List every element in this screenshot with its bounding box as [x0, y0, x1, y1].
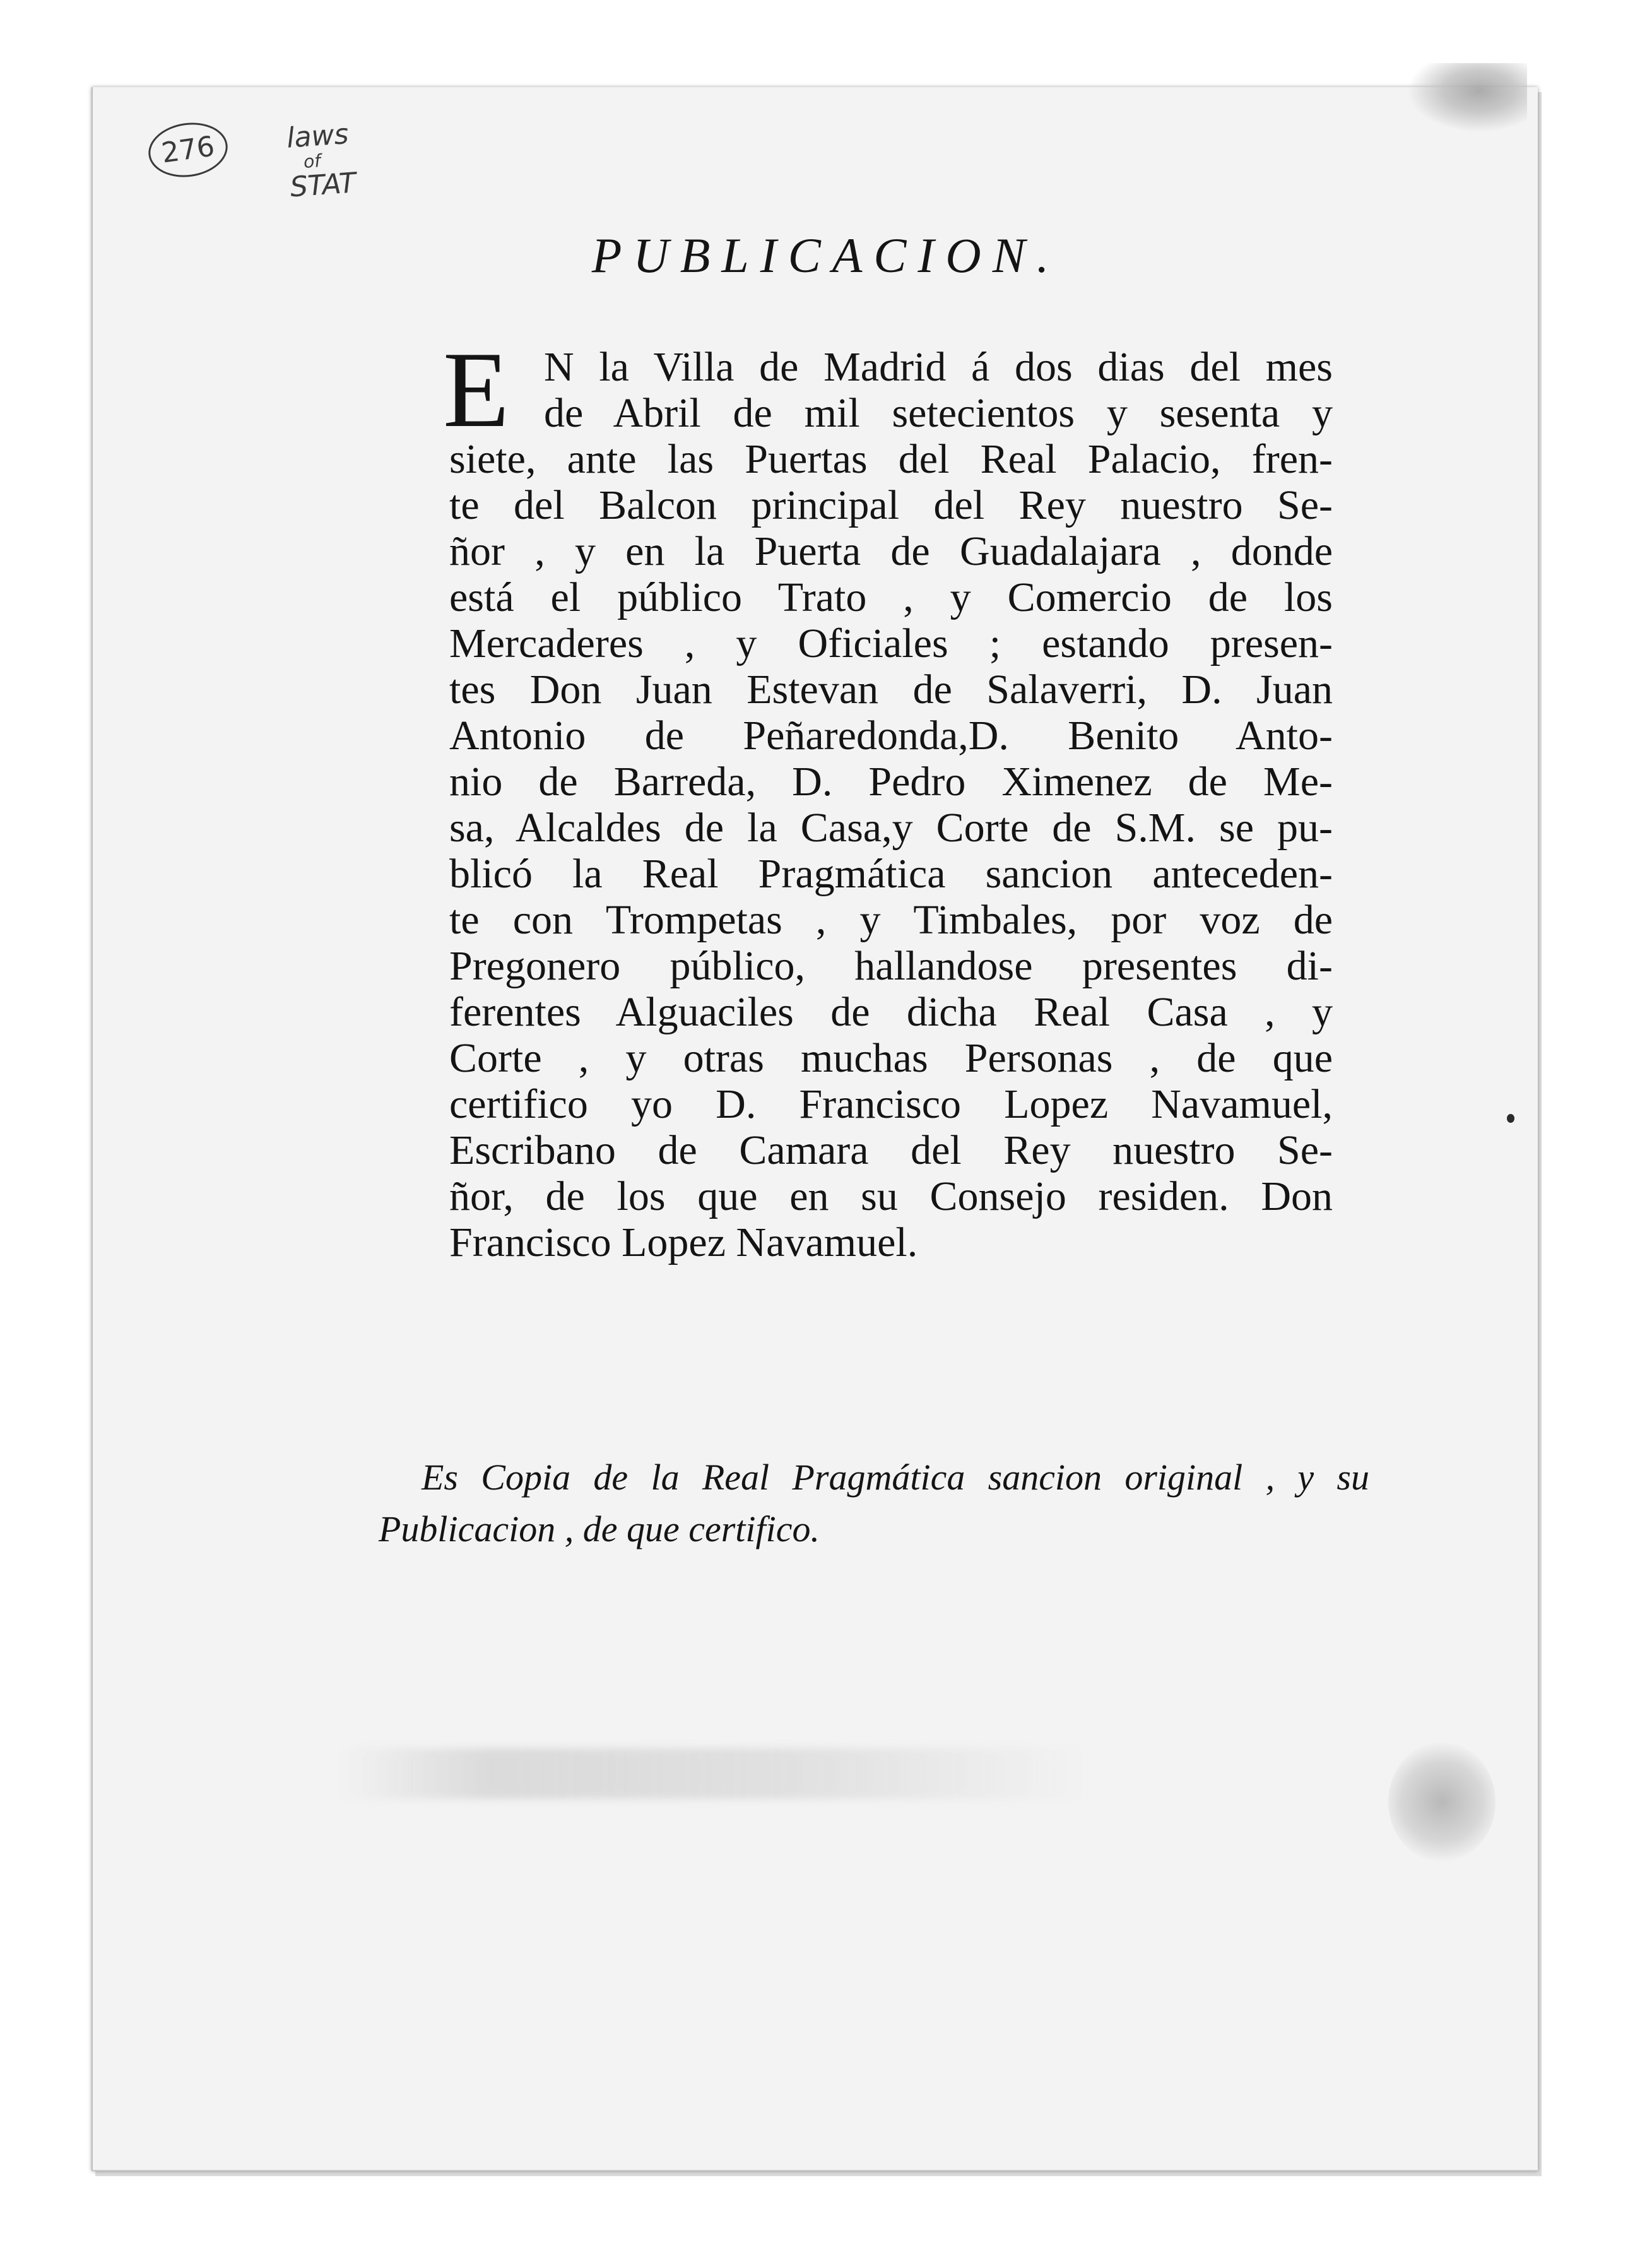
- certification-line: Publicacion , de que certifico.: [379, 1508, 820, 1549]
- ink-speck: [1507, 1114, 1514, 1123]
- text-line: te con Trompetas , y Timbales, por voz de: [449, 897, 1333, 943]
- note-line: of: [302, 150, 322, 172]
- certification-line: Es Copia de la Real Pragmática sancion original , y su: [422, 1457, 1369, 1498]
- text-line: nio de Barreda, D. Pedro Ximenez de Me-: [449, 759, 1333, 805]
- body-text: [443, 330, 1333, 1265]
- text-line: tes Don Juan Estevan de Salaverri, D. Juan: [449, 666, 1333, 713]
- text-line: blicó la Real Pragmática sancion anteceden-: [449, 851, 1333, 897]
- circled-page-number: 276: [145, 118, 232, 182]
- text-line: N la Villa de Madrid á dos dias del mes: [544, 344, 1333, 390]
- text-line: ferentes Alguaciles de dicha Real Casa , y: [449, 989, 1333, 1035]
- text-line: certifico yo D. Francisco Lopez Navamuel,: [449, 1081, 1333, 1127]
- show-through-text: [341, 1748, 1085, 1799]
- text-line: te del Balcon principal del Rey nuestro Se-: [449, 482, 1333, 528]
- page-title: PUBLICACION.: [591, 228, 1061, 283]
- text-line: ñor , y en la Puerta de Guadalajara , donde: [449, 528, 1333, 574]
- handwritten-annotation: [148, 117, 357, 204]
- text-line: está el público Trato , y Comercio de los: [449, 574, 1333, 620]
- text-line: Corte , y otras muchas Personas , de que: [449, 1035, 1333, 1081]
- text-line: Pregonero público, hallandose presentes di-: [449, 943, 1333, 989]
- text-line: Francisco Lopez Navamuel.: [449, 1219, 918, 1265]
- text-line: Antonio de Peñaredonda,D. Benito Anto-: [449, 713, 1333, 759]
- paper-stain: [1388, 1742, 1496, 1862]
- text-line: de Abril de mil setecientos y sesenta y: [544, 390, 1333, 436]
- drop-cap: E: [443, 330, 510, 450]
- text-line: sa, Alcaldes de la Casa,y Corte de S.M. se pu-: [449, 805, 1333, 851]
- handwritten-note: [286, 119, 357, 204]
- certification-note: [379, 1452, 1369, 1555]
- torn-corner: [1407, 63, 1527, 133]
- text-line: ñor, de los que en su Consejo residen. Don: [449, 1173, 1333, 1219]
- text-line: siete, ante las Puertas del Real Palacio, fren-: [449, 436, 1333, 482]
- text-line: Escribano de Camara del Rey nuestro Se-: [449, 1127, 1333, 1173]
- text-line: Mercaderes , y Oficiales ; estando presen-: [449, 620, 1333, 666]
- note-line: STAT: [289, 167, 357, 204]
- note-line: laws: [285, 117, 350, 155]
